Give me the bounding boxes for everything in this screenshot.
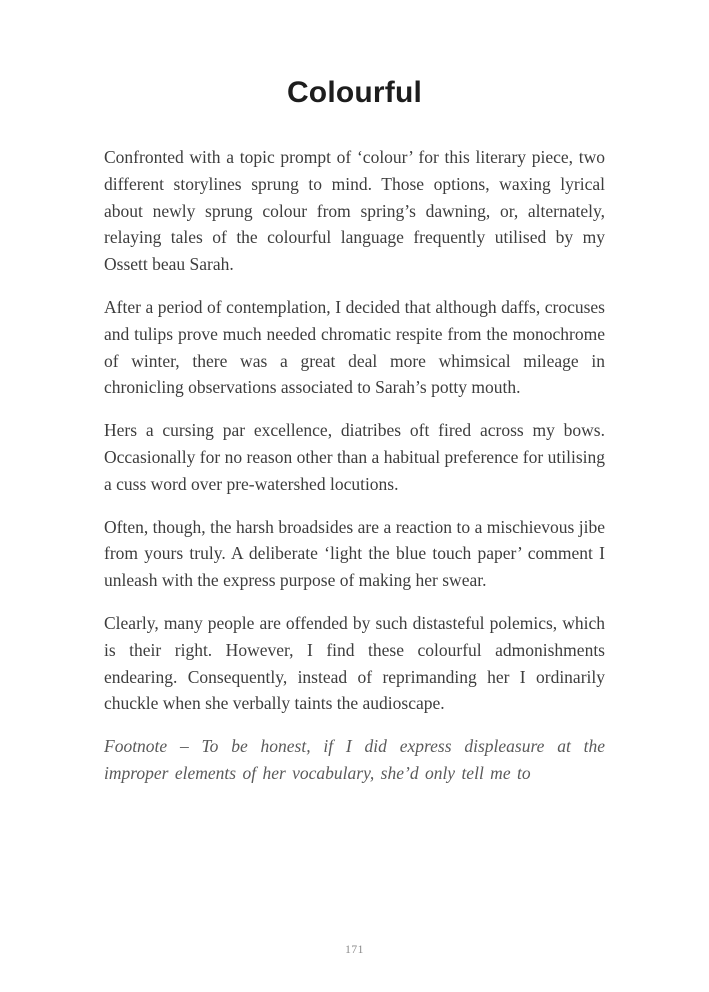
paragraph: After a period of contemplation, I decided that although daffs, crocuses and tulips prove much needed chromatic respite from the monochrome of winter, there was a great deal more whimsical mileage in chronicling observations associated to Sarah’s potty mouth. (104, 296, 605, 398)
paragraph: Clearly, many people are offended by such distasteful polemics, which is their right. However, I find these colourful admonishments endearing. Consequently, instead of reprimanding her I ordinarily chuckle when she verbally taints the audioscape. (104, 612, 605, 714)
footnote-paragraph: Footnote – To be honest, if I did express displeasure at the improper elements of her vocabulary, she’d only tell me to (104, 736, 605, 783)
page-number: 171 (345, 944, 364, 956)
paragraph: Often, though, the harsh broadsides are a reaction to a mischievous jibe from yours truly. A deliberate ‘light the blue touch paper’ comment I unleash with the express purpose of making her swear. (104, 516, 605, 591)
paragraph: Hers a cursing par excellence, diatribes oft fired across my bows. Occasionally for no reason other than a habitual preference for utilising a cuss word over pre-watershed locutions. (104, 420, 605, 494)
page-content (104, 74, 605, 787)
page-title: Colourful (286, 76, 423, 109)
paragraph: Confronted with a topic prompt of ‘colour’ for this literary piece, two different storylines sprung to mind. Those options, waxing lyrical about newly sprung colour from spring’s dawning, or, alternately, relaying tales of the colourful language frequently utilised by my Ossett beau Sarah. (104, 147, 605, 275)
